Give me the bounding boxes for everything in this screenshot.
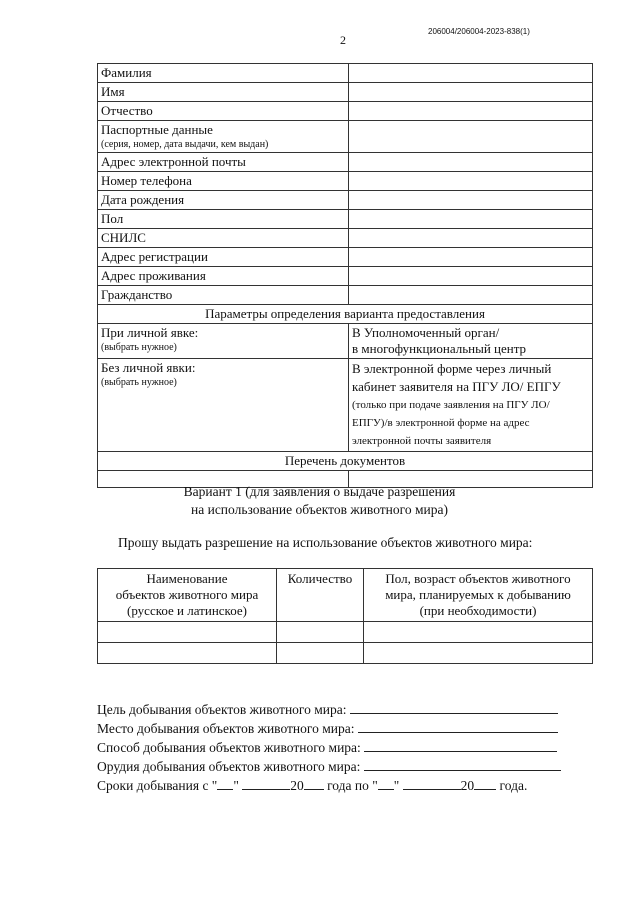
row-value[interactable]	[349, 248, 593, 267]
row-label: Адрес регистрации	[98, 248, 349, 267]
terms-to-label: года по "	[327, 778, 378, 793]
remote-row	[98, 359, 593, 452]
row-value[interactable]	[349, 267, 593, 286]
row-label: Паспортные данные	[101, 122, 213, 137]
page-number: 2	[340, 33, 346, 47]
end-year-line[interactable]	[474, 776, 496, 790]
remote-option-line: кабинет заявителя на ПГУ ЛО/ ЕПГУ	[352, 379, 561, 394]
col-header-name	[98, 569, 277, 622]
table-cell[interactable]	[364, 643, 593, 664]
animals-table	[97, 568, 593, 664]
terms-label: Сроки добывания с "	[97, 778, 218, 793]
row-note: (серия, номер, дата выдачи, кем выдан)	[101, 139, 269, 150]
table-row	[98, 643, 593, 664]
goal-label: Цель добывания объектов животного мира:	[97, 702, 347, 717]
table-cell[interactable]	[98, 622, 277, 643]
col-header-line: объектов животного мира	[115, 587, 259, 602]
remote-option-line: электронной почты заявителя	[352, 435, 492, 447]
goal-input-line[interactable]	[350, 700, 558, 714]
col-header-line: Пол, возраст объектов животного	[385, 571, 571, 586]
table-row	[98, 622, 593, 643]
col-header-line: (русское и латинское)	[127, 603, 247, 618]
params-header: Параметры определения варианта предоставления	[98, 305, 593, 324]
request-text: Прошу выдать разрешение на использование объектов животного мира:	[118, 535, 533, 550]
table-row	[98, 83, 593, 102]
terms-year-prefix: 20	[290, 778, 304, 793]
col-header-quantity	[277, 569, 364, 622]
in-person-label-cell	[98, 324, 349, 359]
remote-option[interactable]	[349, 359, 593, 452]
in-person-row	[98, 324, 593, 359]
in-person-option[interactable]	[349, 324, 593, 359]
table-row	[98, 210, 593, 229]
method-field	[97, 738, 561, 757]
terms-year-suffix: года.	[499, 778, 528, 793]
method-label: Способ добывания объектов животного мира:	[97, 740, 361, 755]
col-header-line: Наименование	[146, 571, 228, 586]
row-value[interactable]	[349, 83, 593, 102]
remote-option-line: (только при подаче заявления на ПГУ ЛО/	[352, 399, 550, 411]
end-day-line[interactable]	[378, 776, 394, 790]
animals-header-row	[98, 569, 593, 622]
row-label: Гражданство	[98, 286, 349, 305]
row-value[interactable]	[349, 210, 593, 229]
table-row	[98, 102, 593, 121]
start-year-line[interactable]	[304, 776, 324, 790]
row-label: Номер телефона	[98, 172, 349, 191]
hunting-fields	[97, 700, 561, 795]
place-label: Место добывания объектов животного мира:	[97, 721, 355, 736]
table-cell[interactable]	[277, 643, 364, 664]
row-label: Адрес проживания	[98, 267, 349, 286]
place-input-line[interactable]	[358, 719, 558, 733]
table-row	[98, 286, 593, 305]
table-cell[interactable]	[98, 643, 277, 664]
table-cell[interactable]	[277, 622, 364, 643]
in-person-label: При личной явке:	[101, 325, 199, 340]
row-value[interactable]	[349, 229, 593, 248]
table-row	[98, 121, 593, 153]
row-value[interactable]	[349, 64, 593, 83]
variant-title-line: на использование объектов животного мира)	[191, 502, 448, 517]
in-person-note: (выбрать нужное)	[101, 342, 177, 353]
row-label: Пол	[98, 210, 349, 229]
docs-header: Перечень документов	[98, 452, 593, 471]
table-row	[98, 64, 593, 83]
document-id: 206004/206004-2023-838(1)	[428, 27, 530, 36]
place-field	[97, 719, 561, 738]
row-value[interactable]	[349, 121, 593, 153]
terms-field	[97, 776, 561, 795]
col-header-line: Количество	[287, 571, 353, 586]
terms-quote: "	[233, 778, 239, 793]
table-row	[98, 229, 593, 248]
remote-label: Без личной явки:	[101, 360, 196, 375]
row-label: Дата рождения	[98, 191, 349, 210]
in-person-option-line: в многофункциональный центр	[352, 341, 527, 356]
col-header-line: мира, планируемых к добыванию	[385, 587, 571, 602]
row-label: Имя	[98, 83, 349, 102]
col-header-line: (при необходимости)	[419, 603, 537, 618]
row-label: СНИЛС	[98, 229, 349, 248]
tools-field	[97, 757, 561, 776]
tools-input-line[interactable]	[364, 757, 561, 771]
params-header-row	[98, 305, 593, 324]
table-row	[98, 267, 593, 286]
end-month-line[interactable]	[403, 776, 461, 790]
docs-header-row	[98, 452, 593, 471]
method-input-line[interactable]	[364, 738, 557, 752]
variant-title-line: Вариант 1 (для заявления о выдаче разрешения	[183, 484, 456, 499]
in-person-option-line: В Уполномоченный орган/	[352, 325, 500, 340]
tools-label: Орудия добывания объектов животного мира:	[97, 759, 361, 774]
col-header-sex-age	[364, 569, 593, 622]
row-value[interactable]	[349, 102, 593, 121]
terms-year-prefix: 20	[460, 778, 475, 793]
start-day-line[interactable]	[217, 776, 233, 790]
table-row	[98, 191, 593, 210]
applicant-table	[97, 63, 593, 488]
table-cell[interactable]	[364, 622, 593, 643]
row-value[interactable]	[349, 153, 593, 172]
row-label: Фамилия	[98, 64, 349, 83]
goal-field	[97, 700, 561, 719]
passport-cell	[98, 121, 349, 153]
remote-note: (выбрать нужное)	[101, 377, 177, 388]
row-value[interactable]	[349, 172, 593, 191]
row-label: Адрес электронной почты	[98, 153, 349, 172]
start-month-line[interactable]	[242, 776, 290, 790]
row-value[interactable]	[349, 191, 593, 210]
remote-option-line: В электронной форме через личный	[352, 361, 552, 376]
row-label: Отчество	[98, 102, 349, 121]
table-row	[98, 172, 593, 191]
table-row	[98, 153, 593, 172]
row-value[interactable]	[349, 286, 593, 305]
remote-label-cell	[98, 359, 349, 452]
terms-quote: "	[393, 778, 400, 793]
table-row	[98, 248, 593, 267]
remote-option-line: ЕПГУ)/в электронной форме на адрес	[352, 417, 530, 429]
